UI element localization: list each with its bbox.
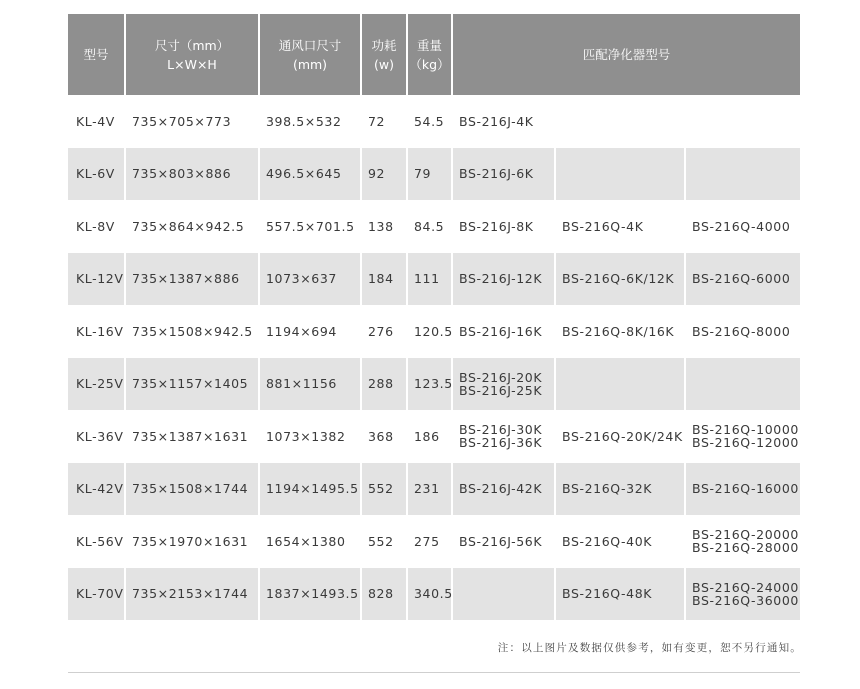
- cell-purifier-3: [686, 515, 800, 568]
- cell-power: 368: [362, 410, 408, 463]
- cell-weight: 275: [408, 515, 453, 568]
- header-vent-label: 通风口尺寸: [278, 37, 342, 53]
- table-row: [68, 463, 800, 516]
- header-size-label: 尺寸（mm）: [154, 37, 230, 53]
- header-size-unit: L×W×H: [167, 56, 217, 72]
- purifier-model: BS-216Q-4K: [562, 218, 644, 234]
- cell-weight: 79: [408, 148, 453, 201]
- purifier-model: BS-216J-56K: [459, 533, 543, 549]
- cell-vent-size: 1837×1493.5: [260, 568, 362, 621]
- table-row: [68, 253, 800, 306]
- purifier-model: BS-216J-30K: [459, 422, 543, 438]
- cell-vent-size: 881×1156: [260, 358, 362, 411]
- cell-purifier-3: [686, 200, 800, 253]
- cell-size: 735×1387×1631: [126, 410, 260, 463]
- cell-purifier-1: [453, 200, 556, 253]
- cell-purifier-2: [556, 568, 686, 621]
- cell-purifier-2: [556, 463, 686, 516]
- cell-vent-size: 1654×1380: [260, 515, 362, 568]
- purifier-model: BS-216Q-10000: [692, 422, 799, 438]
- cell-size: 735×864×942.5: [126, 200, 260, 253]
- disclaimer-note: 注：以上图片及数据仅供参考，如有变更，恕不另行通知。: [497, 642, 802, 654]
- purifier-model: BS-216Q-16000: [692, 481, 799, 497]
- purifier-model: BS-216J-6K: [459, 166, 534, 182]
- cell-purifier-3: [686, 410, 800, 463]
- spec-table: [68, 14, 800, 620]
- purifier-model: BS-216J-4K: [459, 113, 534, 129]
- cell-purifier-2: [556, 358, 686, 411]
- purifier-model: BS-216J-16K: [459, 323, 543, 339]
- cell-weight: 111: [408, 253, 453, 306]
- header-purifier-label: 匹配净化器型号: [582, 47, 671, 62]
- table-row: [68, 200, 800, 253]
- header-purifier: [453, 14, 800, 95]
- cell-model: KL-16V: [68, 305, 126, 358]
- cell-size: 735×1508×1744: [126, 463, 260, 516]
- spec-table-container: [68, 14, 800, 620]
- cell-purifier-3: [686, 253, 800, 306]
- purifier-model: BS-216Q-28000: [692, 540, 799, 556]
- cell-model: KL-70V: [68, 568, 126, 621]
- header-model-label: 型号: [83, 47, 109, 62]
- purifier-model: BS-216Q-8K/16K: [562, 323, 675, 339]
- purifier-model: BS-216Q-40K: [562, 533, 653, 549]
- cell-power: 828: [362, 568, 408, 621]
- header-power-label: 功耗: [371, 37, 397, 53]
- cell-weight: 123.5: [408, 358, 453, 411]
- cell-vent-size: 1073×637: [260, 253, 362, 306]
- table-row: [68, 95, 800, 148]
- purifier-model: BS-216Q-32K: [562, 481, 653, 497]
- purifier-model: BS-216J-20K: [459, 369, 543, 385]
- cell-power: 552: [362, 463, 408, 516]
- cell-model: KL-4V: [68, 95, 126, 148]
- header-weight-label: 重量: [416, 37, 442, 53]
- purifier-model: BS-216Q-24000: [692, 579, 799, 595]
- purifier-model: BS-216J-42K: [459, 481, 543, 497]
- cell-size: 735×803×886: [126, 148, 260, 201]
- cell-purifier-1: [453, 253, 556, 306]
- cell-model: KL-42V: [68, 463, 126, 516]
- cell-size: 735×705×773: [126, 95, 260, 148]
- header-power: [362, 14, 408, 95]
- cell-weight: 120.5: [408, 305, 453, 358]
- cell-purifier-2: [556, 515, 686, 568]
- purifier-model: BS-216J-8K: [459, 218, 534, 234]
- cell-power: 138: [362, 200, 408, 253]
- cell-purifier-2: [556, 200, 686, 253]
- cell-model: KL-25V: [68, 358, 126, 411]
- header-weight: [408, 14, 453, 95]
- cell-purifier-1: [453, 358, 556, 411]
- cell-purifier-3: [686, 568, 800, 621]
- purifier-model: BS-216Q-4000: [692, 218, 791, 234]
- header-power-unit: (w): [374, 56, 394, 72]
- header-model: [68, 14, 126, 95]
- purifier-model: BS-216J-25K: [459, 382, 543, 398]
- cell-purifier-1: [453, 410, 556, 463]
- table-row: [68, 148, 800, 201]
- cell-purifier-3: [686, 148, 800, 201]
- purifier-model: BS-216J-12K: [459, 271, 543, 287]
- cell-purifier-3: [686, 358, 800, 411]
- cell-size: 735×1970×1631: [126, 515, 260, 568]
- cell-size: 735×1387×886: [126, 253, 260, 306]
- cell-size: 735×1157×1405: [126, 358, 260, 411]
- cell-purifier-1: [453, 305, 556, 358]
- cell-vent-size: 1194×694: [260, 305, 362, 358]
- purifier-model: BS-216Q-48K: [562, 586, 653, 602]
- table-row: [68, 305, 800, 358]
- cell-vent-size: 496.5×645: [260, 148, 362, 201]
- cell-model: KL-36V: [68, 410, 126, 463]
- cell-power: 92: [362, 148, 408, 201]
- purifier-model: BS-216Q-6000: [692, 271, 791, 287]
- cell-model: KL-56V: [68, 515, 126, 568]
- header-vent-unit: (mm): [292, 56, 328, 72]
- cell-weight: 340.5: [408, 568, 453, 621]
- cell-power: 552: [362, 515, 408, 568]
- cell-purifier-2: [556, 95, 686, 148]
- cell-power: 288: [362, 358, 408, 411]
- header-vent: [260, 14, 362, 95]
- table-row: [68, 410, 800, 463]
- purifier-model: BS-216Q-36000: [692, 592, 799, 608]
- cell-model: KL-12V: [68, 253, 126, 306]
- cell-purifier-1: [453, 148, 556, 201]
- cell-power: 184: [362, 253, 408, 306]
- cell-model: KL-8V: [68, 200, 126, 253]
- cell-weight: 231: [408, 463, 453, 516]
- cell-power: 276: [362, 305, 408, 358]
- purifier-model: BS-216Q-8000: [692, 323, 791, 339]
- cell-vent-size: 1194×1495.5: [260, 463, 362, 516]
- cell-weight: 84.5: [408, 200, 453, 253]
- cell-purifier-3: [686, 95, 800, 148]
- cell-vent-size: 1073×1382: [260, 410, 362, 463]
- cell-purifier-2: [556, 305, 686, 358]
- cell-purifier-1: [453, 463, 556, 516]
- cell-purifier-1: [453, 515, 556, 568]
- cell-purifier-2: [556, 410, 686, 463]
- cell-purifier-3: [686, 305, 800, 358]
- spec-table-body: [68, 95, 800, 620]
- cell-purifier-2: [556, 148, 686, 201]
- cell-size: 735×1508×942.5: [126, 305, 260, 358]
- purifier-model: BS-216Q-20000: [692, 527, 799, 543]
- cell-size: 735×2153×1744: [126, 568, 260, 621]
- purifier-model: BS-216Q-20K/24K: [562, 428, 683, 444]
- cell-purifier-2: [556, 253, 686, 306]
- cell-purifier-1: [453, 568, 556, 621]
- table-row: [68, 358, 800, 411]
- cell-vent-size: 398.5×532: [260, 95, 362, 148]
- cell-purifier-3: [686, 463, 800, 516]
- purifier-model: BS-216Q-12000: [692, 435, 799, 451]
- header-weight-unit: （kg）: [409, 56, 450, 72]
- cell-weight: 54.5: [408, 95, 453, 148]
- cell-purifier-1: [453, 95, 556, 148]
- cell-power: 72: [362, 95, 408, 148]
- purifier-model: BS-216Q-6K/12K: [562, 271, 675, 287]
- bottom-divider: [68, 672, 800, 673]
- cell-model: KL-6V: [68, 148, 126, 201]
- table-row: [68, 515, 800, 568]
- table-row: [68, 568, 800, 621]
- cell-vent-size: 557.5×701.5: [260, 200, 362, 253]
- header-row: [68, 14, 800, 95]
- cell-weight: 186: [408, 410, 453, 463]
- purifier-model: BS-216J-36K: [459, 435, 543, 451]
- header-size: [126, 14, 260, 95]
